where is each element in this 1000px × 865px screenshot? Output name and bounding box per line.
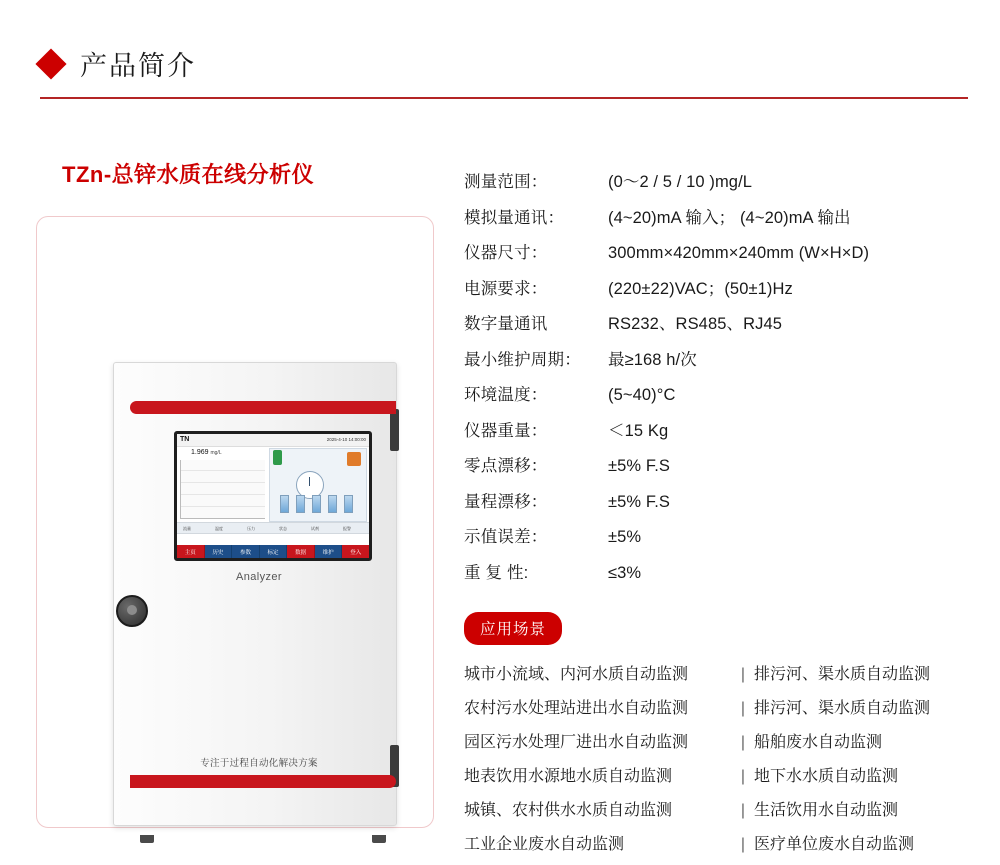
scene-left-text: 城市小流域、内河水质自动监测 [464,666,689,683]
spec-value: ≤3% [608,563,642,582]
hmi-tab-maintenance[interactable]: 维护 [315,545,343,558]
hmi-status-item: 温度 [215,525,223,531]
spec-value: 最≥168 h/次 [608,350,697,369]
hmi-tab-history[interactable]: 历史 [205,545,233,558]
spec-value: RS232、RS485、RJ45 [608,315,783,333]
scene-right-text: 船舶废水自动监测 [754,734,883,751]
page-header [0,0,1000,100]
hmi-status-bar [177,522,369,534]
spec-label: 仪器重量： [464,421,548,440]
hmi-tab-home[interactable]: 主页 [177,545,205,558]
scene-separator: | [740,768,746,785]
hmi-screen [174,431,372,561]
hmi-tab-bar[interactable] [177,545,369,558]
cabinet-body [113,362,397,826]
spec-label: 最小维护周期： [464,350,581,369]
hmi-tab-login[interactable]: 登入 [342,545,369,558]
analyzer-cabinet [105,352,405,852]
spec-row [464,381,984,405]
scene-left-text: 城镇、农村供水水质自动监测 [464,802,673,819]
hmi-timestamp: 2025-4-10 14:00:00 [326,437,366,442]
spec-label: 数字量通讯 [464,315,548,333]
hmi-parameter-name: TN [180,436,190,443]
cabinet-stripe-top [130,401,396,414]
spec-label: 零点漂移： [464,457,548,475]
spec-list [464,168,984,583]
spec-label: 模拟量通讯： [464,208,565,227]
hmi-status-item: 报警 [343,525,351,531]
hmi-measured-value [191,449,222,456]
scene-row [464,797,984,820]
spec-row [464,523,984,547]
header-divider [40,97,968,99]
scene-separator: | [740,802,746,819]
scene-right-text: 排污河、渠水质自动监测 [754,666,931,683]
spec-row [464,239,984,263]
product-title: TZn-总锌水质在线分析仪 [62,162,315,187]
hmi-gridline [181,506,265,507]
scene-left-text: 工业企业废水自动监测 [464,836,625,853]
product-image-column [36,150,436,769]
scene-left-text: 园区污水处理厂进出水自动监测 [464,734,689,751]
hmi-value-number: 1.969 [191,449,209,456]
spec-label: 重 复 性: [464,563,529,582]
hmi-tab-data[interactable]: 数据 [287,545,315,558]
diamond-bullet-icon [35,48,66,79]
scene-right-text: 地下水水质自动监测 [754,768,899,785]
scene-separator: | [740,666,746,683]
hmi-status-item: 试剂 [311,525,319,531]
cabinet-slogan: 专注于过程自动化解决方案 [200,758,318,769]
cabinet-foot-left [140,835,154,843]
spec-label: 量程漂移： [464,492,548,511]
cabinet-foot-right [372,835,386,843]
header-title-group [40,44,196,83]
scene-left-text: 地表饮用水源地水质自动监测 [464,768,673,785]
hmi-status-item: 压力 [247,525,255,531]
specs-column [464,168,984,865]
spec-row [464,417,984,441]
product-image-frame [36,216,434,828]
scene-right-text: 排污河、渠水质自动监测 [754,700,931,717]
hmi-reagent-vial [280,495,289,513]
scene-row [464,831,984,854]
spec-value: ±5% [608,528,642,546]
hmi-reagent-vial [312,495,321,513]
hmi-tab-params[interactable]: 参数 [232,545,260,558]
hmi-gridline [181,482,265,483]
hmi-value-unit: mg/L [210,450,222,456]
scene-separator: | [740,734,746,751]
spec-row [464,275,984,299]
cabinet-brand-label: Analyzer [236,571,282,583]
scene-separator: | [740,836,746,853]
spec-row [464,204,984,228]
hmi-trend-graph [180,460,265,519]
spec-row [464,559,984,583]
spec-row [464,346,984,370]
spec-row [464,488,984,512]
spec-label: 示值误差： [464,528,548,546]
spec-label: 电源要求： [464,279,548,298]
scene-row [464,729,984,752]
spec-row [464,452,984,476]
spec-value: ±5% F.S [608,457,671,475]
cabinet-stripe-bottom [130,775,396,788]
page-title: 产品简介 [80,51,196,81]
scene-right-text: 医疗单位废水自动监测 [754,836,915,853]
hmi-gridline [181,470,265,471]
scene-row [464,661,984,684]
hmi-tab-calibration[interactable]: 标定 [260,545,288,558]
hmi-reagent-vial [328,495,337,513]
hmi-status-item: 状态 [279,525,287,531]
spec-label: 测量范围： [464,173,548,191]
scene-row [464,763,984,786]
hmi-screen-content [177,434,369,558]
spec-value: (4~20)mA 输入； (4~20)mA 输出 [608,208,851,227]
spec-value: 300mm×420mm×240mm (W×H×D) [608,244,870,262]
hmi-status-orange-icon [347,452,361,466]
spec-value: ＜15 Kg [608,421,669,440]
application-scenes-badge: 应用场景 [464,612,562,645]
scene-separator: | [740,700,746,717]
spec-row [464,310,984,334]
hmi-reagent-vial [296,495,305,513]
hmi-status-green-icon [273,450,282,465]
scene-row [464,695,984,718]
hmi-reagent-vial [344,495,353,513]
spec-label: 仪器尺寸： [464,244,548,262]
spec-value: (220±22)VAC；(50±1)Hz [608,279,793,298]
spec-value: (5~40)°C [608,386,676,404]
spec-row [464,168,984,192]
spec-value: (0～2 / 5 / 10 )mg/L [608,173,753,191]
cabinet-hinge-top-icon [390,409,399,451]
hmi-status-item: 流量 [183,525,191,531]
cabinet-door-lock-icon [116,595,148,627]
spec-label: 环境温度： [464,386,548,404]
hmi-gridline [181,494,265,495]
spec-value: ±5% F.S [608,492,671,511]
scene-right-text: 生活饮用水自动监测 [754,802,899,819]
application-scenes-list [464,661,984,854]
scene-left-text: 农村污水处理站进出水自动监测 [464,700,689,717]
